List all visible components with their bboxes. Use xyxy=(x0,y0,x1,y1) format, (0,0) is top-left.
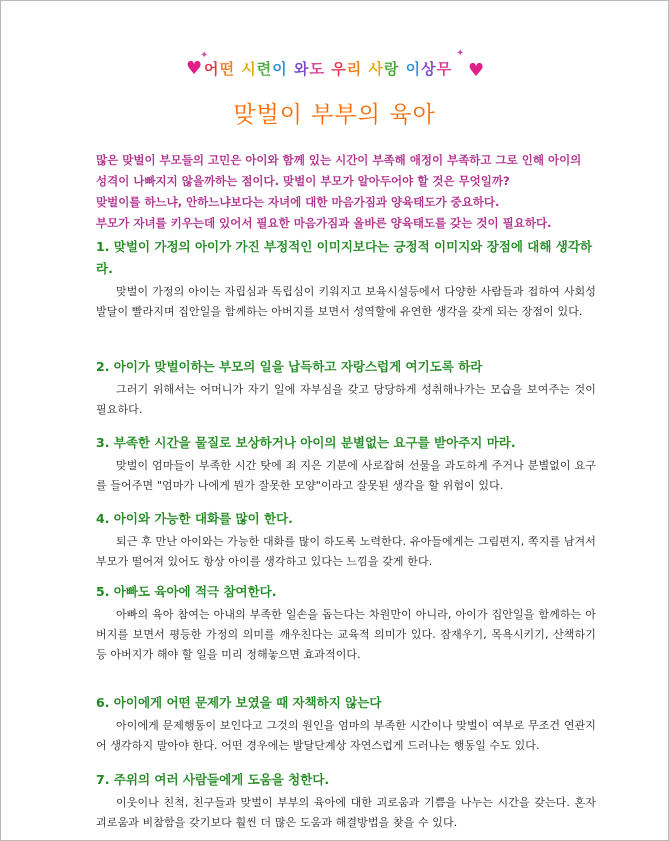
section-body: 아빠의 육아 참여는 아내의 부족한 일손을 돕는다는 차원만이 아니라, 아이가 집안일을 함께하는 아버지를 보면서 평등한 가정의 의미를 깨우친다는 교육적 의미가 있다. 잠재우기, 목욕시키기, 산책하기 등 아버지가 해야 할 일을 미리 정해놓으면 효과적이다. xyxy=(96,608,596,661)
heart-icon: ♥ xyxy=(468,60,485,81)
section-body: 이웃이나 친척, 친구들과 맞벌이 부부의 육아에 대한 괴로움과 기쁨을 나누는 시간을 갖는다. 혼자 괴로움과 비참함을 갖기보다 훨씬 더 많은 도움과 해결방법을 찾을 수 있다. xyxy=(96,796,596,829)
banner xyxy=(186,48,486,90)
sparkle-icon: ✦ xyxy=(456,48,465,59)
section-body: 그러기 위해서는 어머니가 자기 일에 자부심을 갖고 당당하게 성취해나가는 모습을 보여주는 것이 필요하다. xyxy=(96,383,596,416)
sparkle-icon: ✦ xyxy=(200,50,209,61)
heart-icon: ♥ xyxy=(186,58,203,79)
intro-paragraph: 맞벌이를 하느냐, 안하느냐보다는 자녀에 대한 마음가짐과 양육태도가 중요하다. xyxy=(96,195,500,209)
section-title: 1. 맞벌이 가정의 아이가 가진 부정적인 이미지보다는 긍정적 이미지와 장점에 대해 생각하라. xyxy=(96,239,593,276)
section-body: 맞벌이 엄마들이 부족한 시간 탓에 죄 지은 기분에 사로잡혀 선물을 과도하게 주거나 분별없이 요구를 들어주면 "엄마가 나에게 뭔가 잘못한 모양"이라고 잘못된 생각을 할 위험이 있다. xyxy=(96,459,596,492)
section-body: 아이에게 문제행동이 보인다고 그것의 원인을 엄마의 부족한 시간이나 맞벌이 여부로 무조건 연관지어 생각하지 말아야 한다. 어떤 경우에는 발달단계상 자연스럽게 드러나는 행동일 수도 있다. xyxy=(96,719,596,752)
section-2 xyxy=(96,356,596,420)
section-title: 7. 주위의 여러 사람들에게 도움을 청한다. xyxy=(96,772,330,787)
section-title: 3. 부족한 시간을 물질로 보상하거나 아이의 분별없는 요구를 받아주지 마라. xyxy=(96,435,516,450)
page-title: 맞벌이 부부의 육아 xyxy=(233,102,436,128)
section-4 xyxy=(96,508,596,572)
intro-paragraph: 많은 맞벌이 부모들의 고민은 아이와 함께 있는 시간이 부족해 애정이 부족하고 그로 인해 아이의 성격이 나빠지지 않을까하는 점이다. 맞벌이 부모가 알아두어야 할 것은 무엇일까? xyxy=(96,153,582,188)
section-1 xyxy=(96,236,596,322)
banner-text: 어떤 시련이 와도 우리 사랑 이상무 xyxy=(204,60,453,78)
section-3 xyxy=(96,432,596,496)
section-body: 퇴근 후 만난 아이와는 가능한 대화를 많이 하도록 노력한다. 유아들에게는 그림편지, 쪽지를 남겨서 부모가 떨어져 있어도 항상 아이를 생각하고 있다는 느낌을 갖게 한다. xyxy=(96,535,596,568)
section-title: 6. 아이에게 어떤 문제가 보였을 때 자책하지 않는다 xyxy=(96,695,382,710)
section-body: 맞벌이 가정의 아이는 자립심과 독립심이 키워지고 보육시설등에서 다양한 사람들과 접하여 사회성 발달이 빨라지며 집안일을 함께하는 아버지를 보면서 성역할에 유연한 생각을 갖게 되는 장점이 있다. xyxy=(96,285,596,318)
section-title: 4. 아이와 가능한 대화를 많이 한다. xyxy=(96,511,293,526)
section-title: 5. 아빠도 육아에 적극 참여한다. xyxy=(96,584,277,599)
section-5 xyxy=(96,581,596,665)
section-6 xyxy=(96,692,596,756)
section-7 xyxy=(96,769,596,833)
intro-paragraph: 부모가 자녀를 키우는데 있어서 필요한 마음가짐과 올바른 양육태도를 갖는 것이 필요하다. xyxy=(96,216,552,230)
section-title: 2. 아이가 맞벌이하는 부모의 일을 납득하고 자랑스럽게 여기도록 하라 xyxy=(96,359,483,374)
intro-text xyxy=(96,150,596,234)
